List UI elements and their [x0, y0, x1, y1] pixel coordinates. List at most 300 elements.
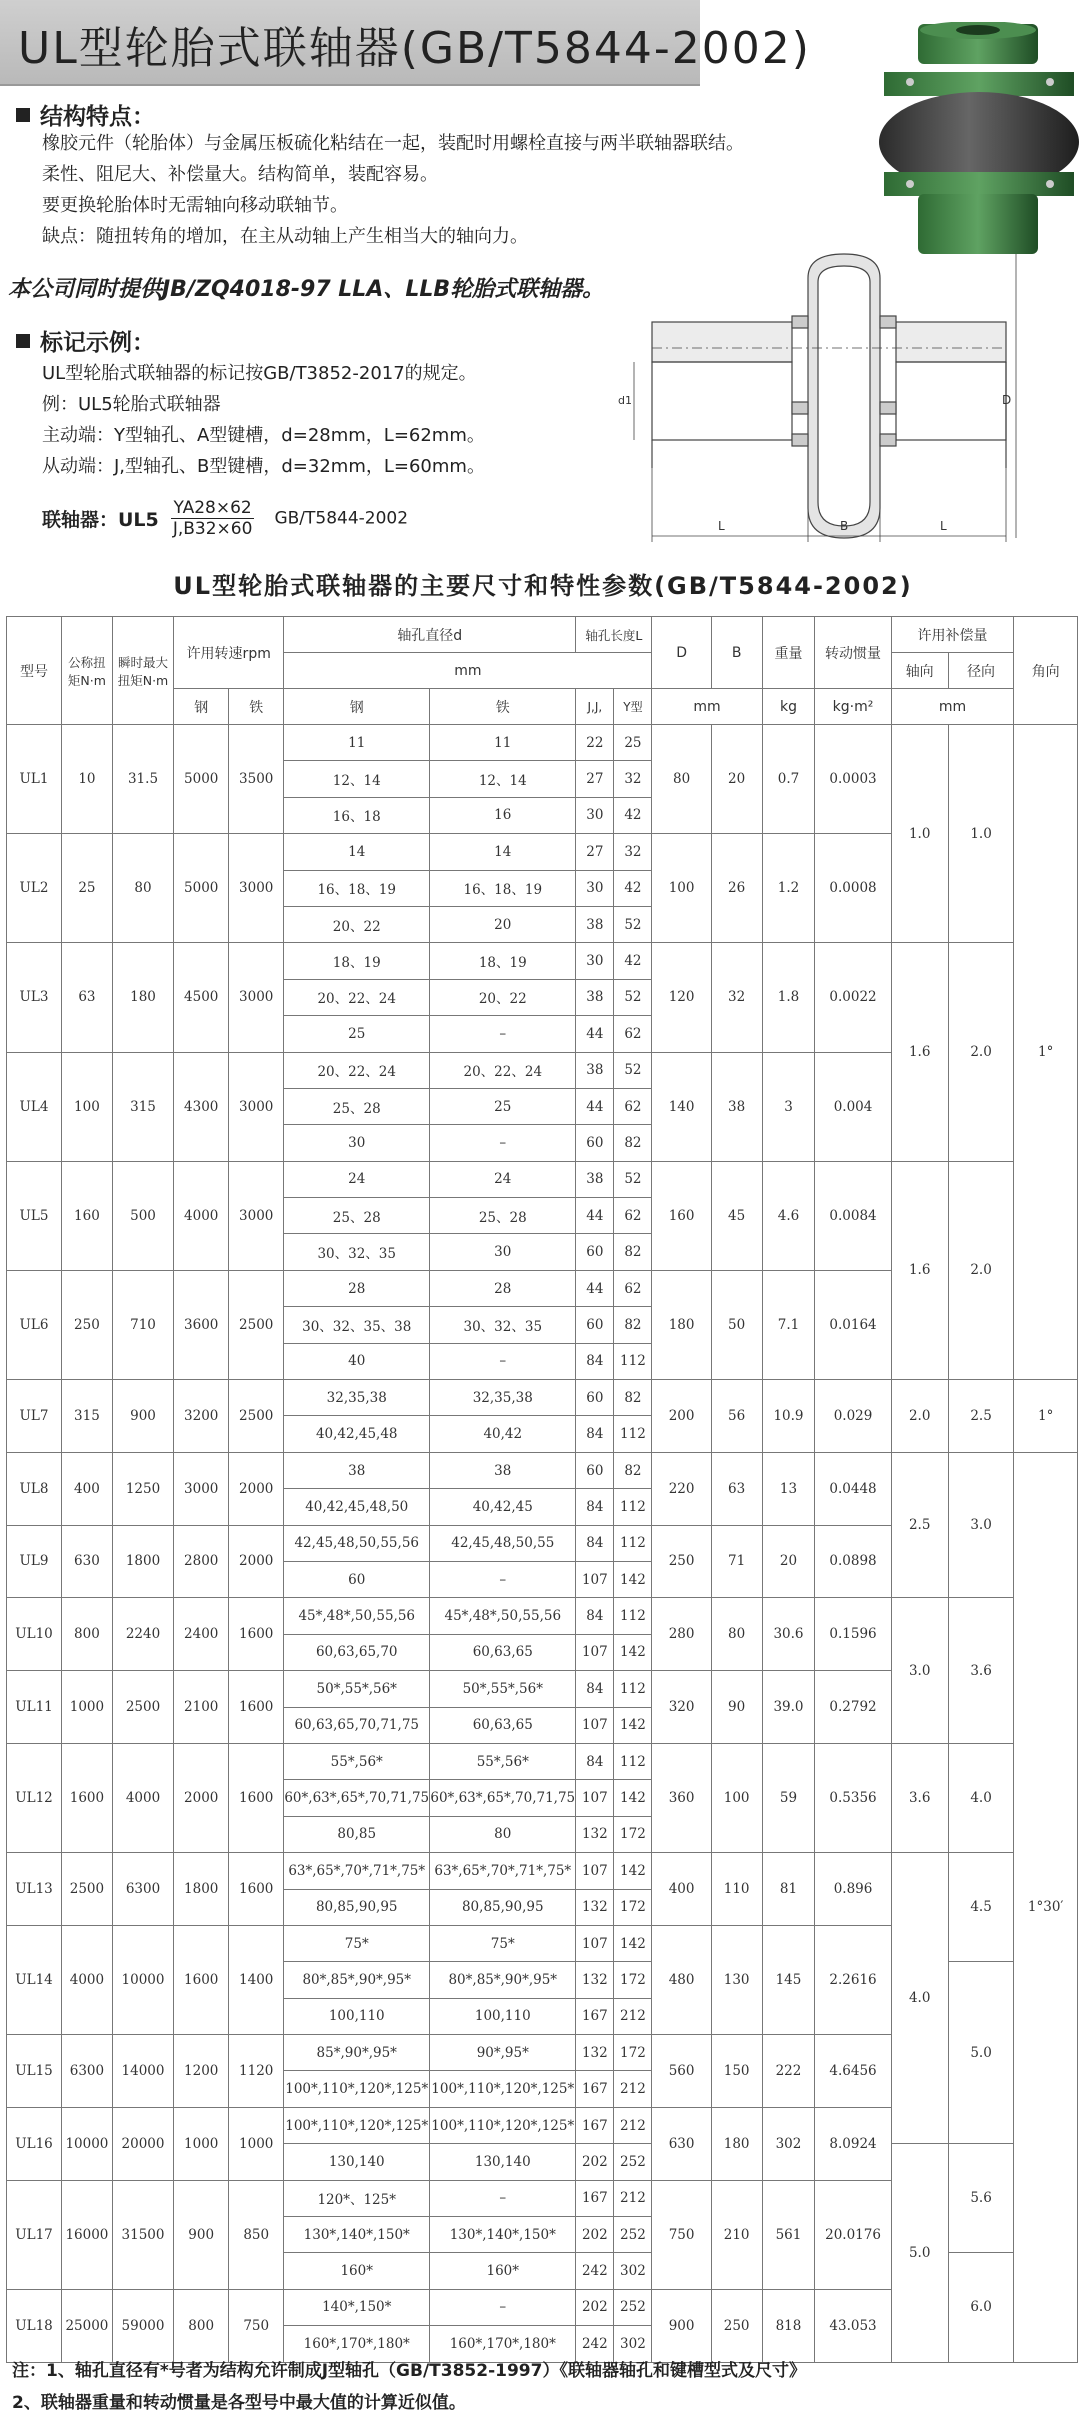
cell-speed-steel: 2100 [174, 1671, 229, 1744]
cell-inertia: 4.6456 [815, 2035, 891, 2108]
cell-model: UL14 [7, 1925, 62, 2034]
cell-bore-steel: 130,140 [284, 2144, 430, 2180]
bullet-square-icon [16, 108, 30, 122]
th-b: B [711, 617, 762, 689]
cell-bore-steel: 42,45,48,50,55,56 [284, 1525, 430, 1561]
cell-max-torque: 31500 [112, 2180, 173, 2289]
cell-bore-steel: 16、18、19 [284, 870, 430, 906]
cell-model: UL9 [7, 1525, 62, 1598]
cell-len-y: 142 [614, 1707, 652, 1743]
cell-len-y: 82 [614, 1307, 652, 1343]
cell-b: 100 [711, 1743, 762, 1852]
cell-speed-steel: 5000 [174, 725, 229, 834]
page-title: UL型轮胎式联轴器(GB/T5844-2002) [18, 23, 811, 74]
cell-torque: 25 [62, 834, 113, 943]
cell-len-y: 252 [614, 2217, 652, 2253]
th-dim-unit: mm [652, 689, 762, 725]
cell-speed-steel: 800 [174, 2289, 229, 2362]
cell-b: 26 [711, 834, 762, 943]
cell-len-y: 42 [614, 797, 652, 833]
cell-len-y: 172 [614, 2035, 652, 2071]
cell-weight: 20 [762, 1525, 815, 1598]
cell-torque: 10000 [62, 2107, 113, 2180]
cell-max-torque: 31.5 [112, 725, 173, 834]
cell-bore-iron: 25、28 [430, 1198, 576, 1234]
cell-comp-axial: 2.0 [891, 1380, 948, 1453]
cell-model: UL12 [7, 1743, 62, 1852]
cell-torque: 100 [62, 1052, 113, 1161]
cell-bore-iron: 63*,65*,70*,71*,75* [430, 1853, 576, 1889]
cell-bore-iron: 30 [430, 1234, 576, 1270]
cell-len-y: 172 [614, 1816, 652, 1852]
cell-len-j: 84 [576, 1489, 614, 1525]
cell-len-j: 132 [576, 2035, 614, 2071]
cell-len-y: 142 [614, 1780, 652, 1816]
cell-speed-steel: 4000 [174, 1161, 229, 1270]
cell-d: 360 [652, 1743, 711, 1852]
cell-speed-steel: 900 [174, 2180, 229, 2289]
th-bore-steel: 钢 [284, 689, 430, 725]
cell-bore-iron: 75* [430, 1925, 576, 1961]
cell-len-j: 44 [576, 1270, 614, 1306]
cell-len-j: 84 [576, 1343, 614, 1379]
cell-d: 480 [652, 1925, 711, 2034]
cell-speed-steel: 5000 [174, 834, 229, 943]
cell-speed-iron: 1600 [229, 1743, 284, 1852]
cell-speed-iron: 2000 [229, 1525, 284, 1598]
cell-bore-iron: 90*,95* [430, 2035, 576, 2071]
cell-len-j: 84 [576, 1525, 614, 1561]
th-len-y: Y型 [614, 689, 652, 725]
table-body [7, 725, 1078, 2363]
cell-torque: 400 [62, 1452, 113, 1525]
cell-bore-iron: 14 [430, 834, 576, 870]
cell-inertia: 0.1596 [815, 1598, 891, 1671]
cell-len-y: 112 [614, 1416, 652, 1452]
cell-bore-iron: 40,42,45 [430, 1489, 576, 1525]
table-row [7, 725, 1078, 761]
cell-inertia: 0.0898 [815, 1525, 891, 1598]
cell-comp-radial: 2.0 [948, 943, 1014, 1161]
cell-bore-iron: 38 [430, 1452, 576, 1488]
cell-len-j: 44 [576, 1198, 614, 1234]
table-row [7, 1161, 1078, 1197]
cell-weight: 13 [762, 1452, 815, 1525]
th-bore-iron: 铁 [430, 689, 576, 725]
cell-comp-radial: 4.0 [948, 1743, 1014, 1852]
cell-max-torque: 2240 [112, 1598, 173, 1671]
cell-comp-axial: 5.0 [891, 2144, 948, 2362]
cell-bore-steel: 80,85,90,95 [284, 1889, 430, 1925]
cell-weight: 222 [762, 2035, 815, 2108]
marking-line: UL型轮胎式联轴器的标记按GB/T3852-2017的规定。 [42, 363, 477, 384]
cell-bore-iron: 11 [430, 725, 576, 761]
table-row [7, 1743, 1078, 1779]
cell-len-j: 107 [576, 1707, 614, 1743]
cell-torque: 2500 [62, 1853, 113, 1926]
cell-bore-iron: 130*,140*,150* [430, 2217, 576, 2253]
cell-comp-radial: 1.0 [948, 725, 1014, 943]
cell-max-torque: 2500 [112, 1671, 173, 1744]
cell-b: 130 [711, 1925, 762, 2034]
cell-bore-steel: 30、32、35、38 [284, 1307, 430, 1343]
cell-bore-steel: 25、28 [284, 1198, 430, 1234]
cell-d: 180 [652, 1270, 711, 1379]
cell-len-y: 172 [614, 1889, 652, 1925]
cell-len-j: 107 [576, 1634, 614, 1670]
cell-d: 900 [652, 2289, 711, 2362]
cell-len-y: 142 [614, 1634, 652, 1670]
cell-bore-steel: 100*,110*,120*,125* [284, 2071, 430, 2107]
cell-torque: 160 [62, 1161, 113, 1270]
cell-bore-iron: 18、19 [430, 943, 576, 979]
cell-bore-steel: 14 [284, 834, 430, 870]
cell-len-j: 84 [576, 1416, 614, 1452]
cell-len-j: 27 [576, 761, 614, 797]
cell-len-j: 202 [576, 2144, 614, 2180]
cell-len-y: 212 [614, 2107, 652, 2143]
table-row [7, 1853, 1078, 1889]
features-heading [16, 98, 155, 131]
cell-len-j: 27 [576, 834, 614, 870]
cell-comp-radial: 5.0 [948, 1962, 1014, 2144]
cell-model: UL17 [7, 2180, 62, 2289]
cell-d: 120 [652, 943, 711, 1052]
th-angle: 角向 [1014, 617, 1078, 725]
cell-b: 20 [711, 725, 762, 834]
cell-max-torque: 1250 [112, 1452, 173, 1525]
cell-speed-steel: 1200 [174, 2035, 229, 2108]
cell-speed-iron: 3000 [229, 943, 284, 1052]
cell-bore-iron: – [430, 2180, 576, 2216]
cell-len-y: 142 [614, 1925, 652, 1961]
cell-angle: 1° [1014, 725, 1078, 1380]
cell-d: 100 [652, 834, 711, 943]
cell-len-y: 52 [614, 1052, 652, 1088]
cell-model: UL4 [7, 1052, 62, 1161]
cell-bore-steel: 60 [284, 1561, 430, 1597]
product-photo [870, 22, 1080, 262]
cell-bore-iron: – [430, 1343, 576, 1379]
cell-max-torque: 80 [112, 834, 173, 943]
dim-label-big-d: D [1002, 393, 1012, 407]
cell-len-y: 212 [614, 2071, 652, 2107]
cell-speed-iron: 1120 [229, 2035, 284, 2108]
cell-speed-iron: 1400 [229, 1925, 284, 2034]
cell-torque: 63 [62, 943, 113, 1052]
cell-comp-radial: 3.0 [948, 1452, 1014, 1598]
th-speed: 许用转速rpm [174, 617, 284, 689]
th-weight: 重量 [762, 617, 815, 689]
cell-bore-iron: 160* [430, 2253, 576, 2289]
cell-comp-axial: 1.6 [891, 1161, 948, 1379]
cell-torque: 250 [62, 1270, 113, 1379]
cell-bore-steel: 30、32、35 [284, 1234, 430, 1270]
cell-d: 560 [652, 2035, 711, 2108]
cell-max-torque: 1800 [112, 1525, 173, 1598]
marking-list [42, 358, 485, 482]
cell-bore-iron: 40,42 [430, 1416, 576, 1452]
cell-len-j: 107 [576, 1853, 614, 1889]
th-comp-radial: 径向 [948, 653, 1014, 689]
cell-len-y: 62 [614, 1198, 652, 1234]
cell-torque: 1000 [62, 1671, 113, 1744]
cell-max-torque: 315 [112, 1052, 173, 1161]
formula-numerator: YA28×62 [171, 498, 255, 519]
cell-comp-axial: 1.6 [891, 943, 948, 1161]
table-row [7, 1380, 1078, 1416]
cell-inertia: 0.2792 [815, 1671, 891, 1744]
cell-angle: 1°30′ [1014, 1452, 1078, 2362]
cell-bore-steel: 20、22、24 [284, 979, 430, 1015]
th-len: 轴孔长度L [576, 617, 652, 653]
th-len-j: J,J, [576, 689, 614, 725]
cell-weight: 81 [762, 1853, 815, 1926]
cell-bore-iron: 55*,56* [430, 1743, 576, 1779]
cell-bore-steel: 60,63,65,70 [284, 1634, 430, 1670]
cell-len-j: 132 [576, 1889, 614, 1925]
features-heading-text: 结构特点： [40, 104, 155, 130]
cell-speed-steel: 2800 [174, 1525, 229, 1598]
cell-d: 320 [652, 1671, 711, 1744]
cell-weight: 818 [762, 2289, 815, 2362]
cell-inertia: 0.0003 [815, 725, 891, 834]
cell-len-j: 60 [576, 1234, 614, 1270]
cell-bore-steel: 100,110 [284, 1998, 430, 2034]
cell-len-j: 107 [576, 1925, 614, 1961]
cell-len-j: 202 [576, 2217, 614, 2253]
table-title: UL型轮胎式联轴器的主要尺寸和特性参数(GB/T5844-2002) [173, 572, 913, 600]
cell-weight: 1.2 [762, 834, 815, 943]
cell-len-y: 112 [614, 1743, 652, 1779]
cell-weight: 561 [762, 2180, 815, 2289]
cell-bore-iron: 160*,170*,180* [430, 2326, 576, 2362]
cell-len-y: 112 [614, 1598, 652, 1634]
cell-b: 80 [711, 1598, 762, 1671]
cell-bore-steel: 60,63,65,70,71,75 [284, 1707, 430, 1743]
cell-bore-steel: 75* [284, 1925, 430, 1961]
th-max-torque: 瞬时最大扭矩N·m [112, 617, 173, 725]
cell-max-torque: 500 [112, 1161, 173, 1270]
cell-max-torque: 180 [112, 943, 173, 1052]
cell-speed-iron: 1600 [229, 1598, 284, 1671]
cell-bore-iron: 100,110 [430, 1998, 576, 2034]
cell-bore-steel: 16、18 [284, 797, 430, 833]
cell-torque: 10 [62, 725, 113, 834]
cell-len-j: 60 [576, 1380, 614, 1416]
cell-len-y: 212 [614, 2180, 652, 2216]
cell-weight: 302 [762, 2107, 815, 2180]
cell-bore-steel: 32,35,38 [284, 1380, 430, 1416]
cell-len-y: 112 [614, 1489, 652, 1525]
cell-speed-steel: 1800 [174, 1853, 229, 1926]
cell-b: 38 [711, 1052, 762, 1161]
cell-bore-iron: 130,140 [430, 2144, 576, 2180]
cell-bore-iron: 30、32、35 [430, 1307, 576, 1343]
cell-comp-axial: 2.5 [891, 1452, 948, 1598]
cell-b: 210 [711, 2180, 762, 2289]
th-d: D [652, 617, 711, 689]
cell-speed-iron: 3500 [229, 725, 284, 834]
cell-len-j: 167 [576, 1998, 614, 2034]
cell-speed-iron: 1600 [229, 1853, 284, 1926]
cell-d: 400 [652, 1853, 711, 1926]
cell-speed-iron: 750 [229, 2289, 284, 2362]
cell-model: UL11 [7, 1671, 62, 1744]
th-bore-unit: mm [284, 653, 652, 689]
cell-bore-steel: 20、22、24 [284, 1052, 430, 1088]
cell-bore-iron: 50*,55*,56* [430, 1671, 576, 1707]
cell-speed-steel: 3000 [174, 1452, 229, 1525]
cell-bore-iron: 28 [430, 1270, 576, 1306]
cell-bore-steel: 40,42,45,48 [284, 1416, 430, 1452]
cell-d: 140 [652, 1052, 711, 1161]
th-speed-iron: 铁 [229, 689, 284, 725]
cell-speed-iron: 2000 [229, 1452, 284, 1525]
cell-len-j: 30 [576, 870, 614, 906]
cell-b: 250 [711, 2289, 762, 2362]
marking-line: 从动端：J,型轴孔、B型键槽，d=32mm，L=60mm。 [42, 456, 485, 477]
cell-comp-radial: 4.5 [948, 1853, 1014, 1962]
cell-weight: 3 [762, 1052, 815, 1161]
cell-len-j: 84 [576, 1598, 614, 1634]
cell-len-y: 82 [614, 1452, 652, 1488]
cell-d: 80 [652, 725, 711, 834]
cell-bore-steel: 20、22 [284, 906, 430, 942]
cell-max-torque: 10000 [112, 1925, 173, 2034]
cell-speed-iron: 1000 [229, 2107, 284, 2180]
cell-comp-radial: 2.5 [948, 1380, 1014, 1453]
cell-model: UL10 [7, 1598, 62, 1671]
cell-bore-iron: 45*,48*,50,55,56 [430, 1598, 576, 1634]
bullet-square-icon [16, 334, 30, 348]
cell-len-j: 242 [576, 2253, 614, 2289]
cell-len-y: 112 [614, 1525, 652, 1561]
cell-bore-steel: 130*,140*,150* [284, 2217, 430, 2253]
cell-len-y: 112 [614, 1671, 652, 1707]
th-speed-steel: 钢 [174, 689, 229, 725]
cell-weight: 145 [762, 1925, 815, 2034]
cell-inertia: 0.004 [815, 1052, 891, 1161]
cell-len-j: 22 [576, 725, 614, 761]
cell-max-torque: 4000 [112, 1743, 173, 1852]
cell-len-j: 30 [576, 797, 614, 833]
cell-bore-steel: 55*,56* [284, 1743, 430, 1779]
th-comp-unit: mm [891, 689, 1014, 725]
cell-torque: 16000 [62, 2180, 113, 2289]
cell-weight: 39.0 [762, 1671, 815, 1744]
cell-speed-iron: 2500 [229, 1270, 284, 1379]
cell-model: UL3 [7, 943, 62, 1052]
cell-bore-steel: 160* [284, 2253, 430, 2289]
spec-table [6, 616, 1078, 2363]
cell-len-y: 112 [614, 1343, 652, 1379]
cell-angle: 1° [1014, 1380, 1078, 1453]
cell-bore-steel: 140*,150* [284, 2289, 430, 2325]
cell-inertia: 8.0924 [815, 2107, 891, 2180]
cell-len-y: 52 [614, 1161, 652, 1197]
cell-model: UL1 [7, 725, 62, 834]
cell-b: 150 [711, 2035, 762, 2108]
cell-bore-steel: 80,85 [284, 1816, 430, 1852]
cell-len-y: 52 [614, 906, 652, 942]
cell-torque: 630 [62, 1525, 113, 1598]
cell-bore-steel: 45*,48*,50,55,56 [284, 1598, 430, 1634]
cell-comp-radial: 6.0 [948, 2253, 1014, 2362]
marking-formula [42, 498, 408, 539]
cell-bore-iron: 80*,85*,90*,95* [430, 1962, 576, 1998]
cell-len-y: 82 [614, 1380, 652, 1416]
coupling-drawing [612, 238, 1022, 548]
cell-weight: 10.9 [762, 1380, 815, 1453]
cell-len-y: 212 [614, 1998, 652, 2034]
cell-len-j: 167 [576, 2107, 614, 2143]
cell-weight: 1.8 [762, 943, 815, 1052]
cell-speed-iron: 2500 [229, 1380, 284, 1453]
cell-b: 32 [711, 943, 762, 1052]
cell-bore-steel: 85*,90*,95* [284, 2035, 430, 2071]
cell-bore-steel: 60*,63*,65*,70,71,75 [284, 1780, 430, 1816]
cell-len-j: 44 [576, 1016, 614, 1052]
cell-len-j: 38 [576, 1052, 614, 1088]
cell-len-j: 38 [576, 979, 614, 1015]
cell-bore-iron: 16、18、19 [430, 870, 576, 906]
company-note: 本公司同时提供JB/ZQ4018-97 LLA、LLB轮胎式联轴器。 [8, 277, 605, 302]
cell-bore-iron: 20、22 [430, 979, 576, 1015]
cell-speed-steel: 1600 [174, 1925, 229, 2034]
cell-speed-iron: 1600 [229, 1671, 284, 1744]
cell-d: 200 [652, 1380, 711, 1453]
cell-len-j: 60 [576, 1125, 614, 1161]
cell-d: 160 [652, 1161, 711, 1270]
footnote-1: 注：1、轴孔直径有*号者为结构允许制成J型轴孔（GB/T3852-1997）《联轴器轴孔和键槽型式及尺寸》 [12, 2361, 806, 2381]
formula-standard: GB/T5844-2002 [274, 508, 409, 529]
cell-len-y: 62 [614, 1016, 652, 1052]
cell-bore-steel: 25 [284, 1016, 430, 1052]
cell-bore-iron: – [430, 2289, 576, 2325]
cell-bore-iron: – [430, 1561, 576, 1597]
cell-b: 110 [711, 1853, 762, 1926]
cell-len-y: 42 [614, 870, 652, 906]
cell-len-j: 132 [576, 1962, 614, 1998]
cell-bore-steel: 120*、125* [284, 2180, 430, 2216]
cell-d: 750 [652, 2180, 711, 2289]
cell-bore-steel: 30 [284, 1125, 430, 1161]
cell-bore-iron: 60,63,65 [430, 1707, 576, 1743]
cell-model: UL5 [7, 1161, 62, 1270]
cell-bore-steel: 100*,110*,120*,125* [284, 2107, 430, 2143]
cell-len-y: 302 [614, 2326, 652, 2362]
cell-comp-axial: 3.6 [891, 1743, 948, 1852]
cell-len-j: 107 [576, 1561, 614, 1597]
cell-len-y: 302 [614, 2253, 652, 2289]
cell-comp-radial: 3.6 [948, 1598, 1014, 1744]
cell-len-j: 202 [576, 2289, 614, 2325]
cell-bore-steel: 24 [284, 1161, 430, 1197]
formula-denominator: J,B32×60 [172, 519, 253, 539]
cell-inertia: 0.0008 [815, 834, 891, 943]
cell-len-j: 38 [576, 1161, 614, 1197]
cell-bore-steel: 28 [284, 1270, 430, 1306]
table-row [7, 1598, 1078, 1634]
feature-line: 柔性、阻尼大、补偿量大。结构简单，装配容易。 [42, 164, 438, 185]
cell-comp-axial: 3.0 [891, 1598, 948, 1744]
cell-torque: 6300 [62, 2035, 113, 2108]
cell-weight: 0.7 [762, 725, 815, 834]
cell-weight: 59 [762, 1743, 815, 1852]
cell-torque: 315 [62, 1380, 113, 1453]
cell-inertia: 20.0176 [815, 2180, 891, 2289]
